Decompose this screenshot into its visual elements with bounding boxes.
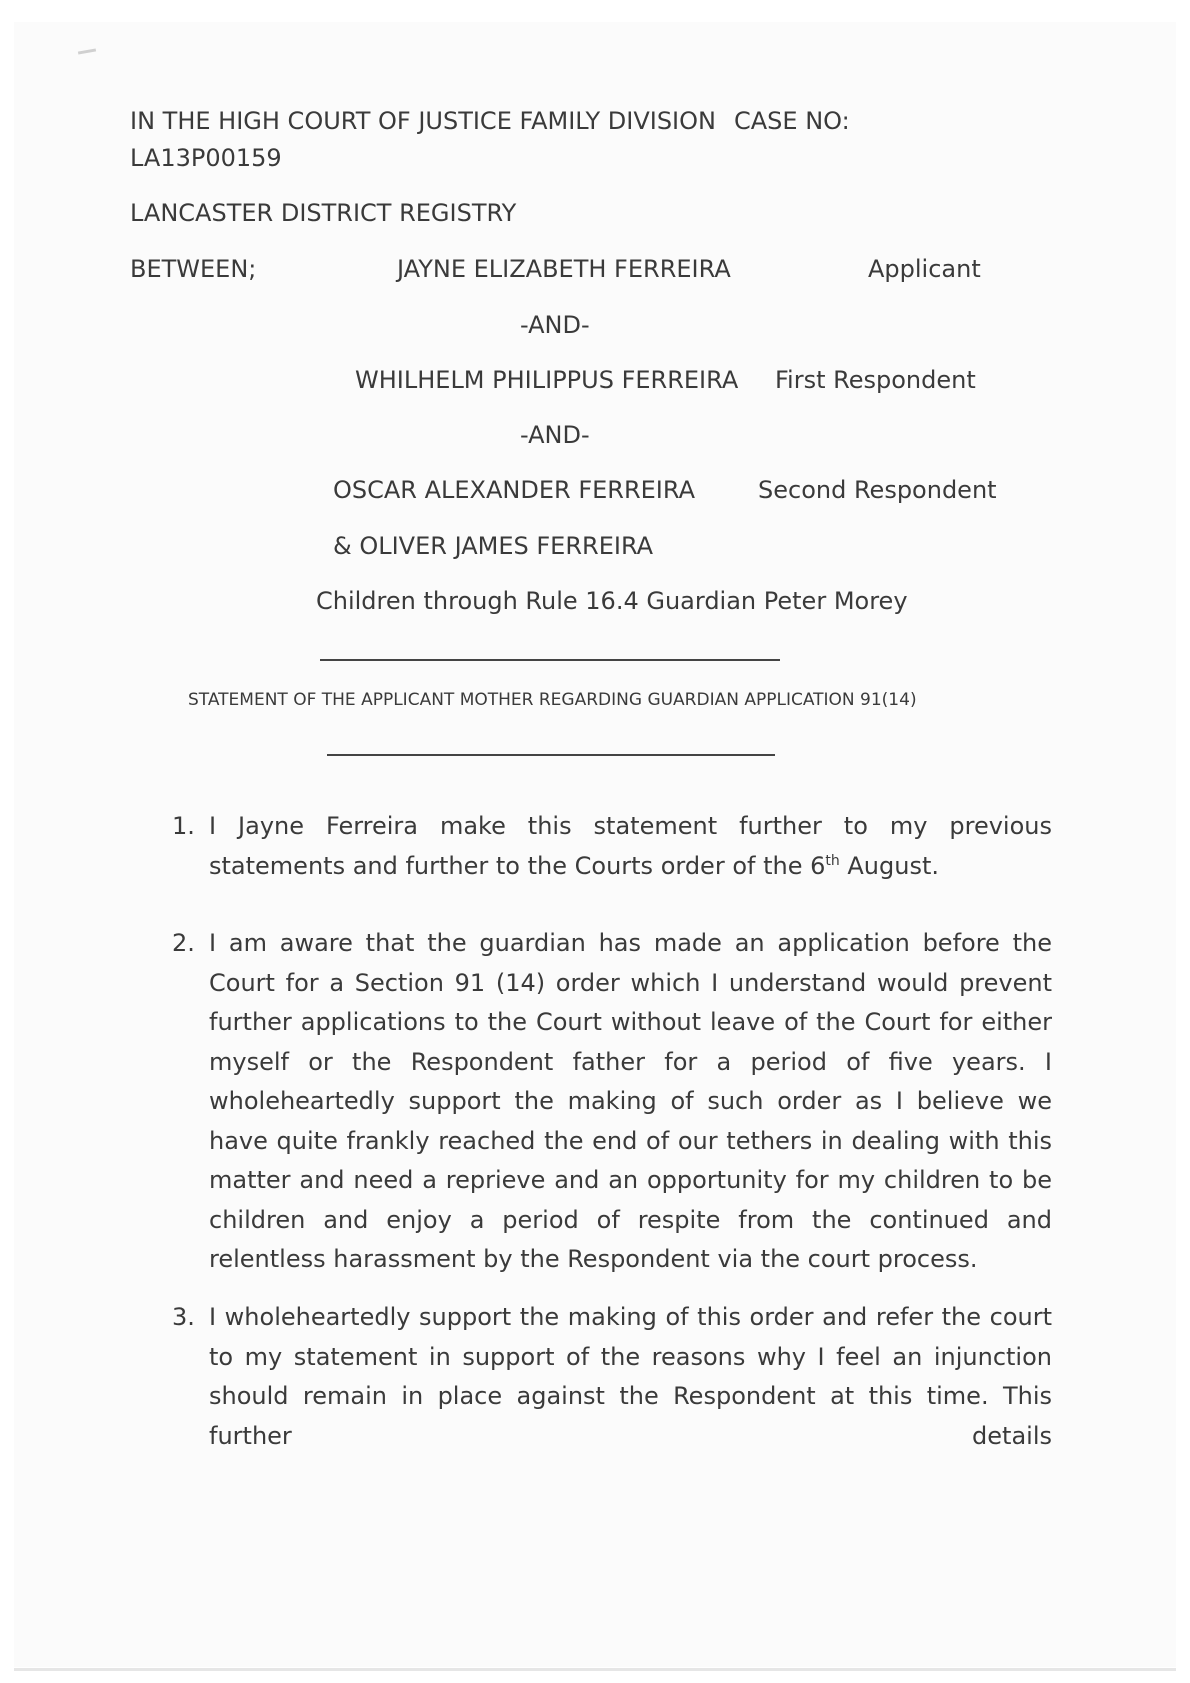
- second-respondent-name-1: OSCAR ALEXANDER FERREIRA: [333, 476, 696, 504]
- statement-title: STATEMENT OF THE APPLICANT MOTHER REGARDING GUARDIAN APPLICATION 91(14): [188, 690, 917, 710]
- paragraph-3: [172, 1298, 1052, 1450]
- paragraph-text: I Jayne Ferreira make this statement further to my previous statements and further to the Courts order of the 6th August.: [209, 812, 1052, 880]
- divider-top: [320, 659, 780, 661]
- first-respondent-role: First Respondent: [775, 366, 976, 394]
- between-label: BETWEEN;: [130, 255, 257, 283]
- paragraph-1: [172, 807, 1052, 887]
- and-separator-2: -AND-: [520, 421, 590, 449]
- case-no-value: LA13P00159: [130, 144, 282, 172]
- paragraph-number: 1.: [172, 812, 195, 840]
- paragraph-2: [172, 924, 1052, 1273]
- paragraph-number: 3.: [172, 1303, 195, 1331]
- case-no-label: CASE NO:: [734, 107, 850, 135]
- children-note: Children through Rule 16.4 Guardian Peter Morey: [316, 587, 908, 615]
- and-separator-1: -AND-: [520, 311, 590, 339]
- page-edge: [14, 1668, 1176, 1671]
- paragraph-number: 2.: [172, 929, 195, 957]
- applicant-name: JAYNE ELIZABETH FERREIRA: [397, 255, 731, 283]
- divider-bottom: [327, 754, 775, 756]
- registry: LANCASTER DISTRICT REGISTRY: [130, 199, 517, 227]
- first-respondent-name: WHILHELM PHILIPPUS FERREIRA: [355, 366, 739, 394]
- second-respondent-name-2: & OLIVER JAMES FERREIRA: [333, 532, 654, 560]
- ordinal-suffix: th: [825, 852, 840, 869]
- paragraph-text: I wholeheartedly support the making of this order and refer the court to my statement in support of the reasons why I feel an injunction should remain in place against the Respondent at this time. This further details: [209, 1303, 1052, 1450]
- applicant-role: Applicant: [868, 255, 981, 283]
- court-name: IN THE HIGH COURT OF JUSTICE FAMILY DIVISION: [130, 107, 716, 135]
- paragraph-text: I am aware that the guardian has made an application before the Court for a Section 91 (14) order which I understand would prevent further applications to the Court without leave of the Court for either myself or the Respondent father for a period of five years. I wholeheartedly support the making of such order as I believe we have quite frankly reached the end of our tethers in dealing with this matter and need a reprieve and an opportunity for my children to be children and enjoy a period of respite from the continued and relentless harassment by the Respondent via the court process.: [209, 929, 1052, 1273]
- second-respondent-role: Second Respondent: [758, 476, 997, 504]
